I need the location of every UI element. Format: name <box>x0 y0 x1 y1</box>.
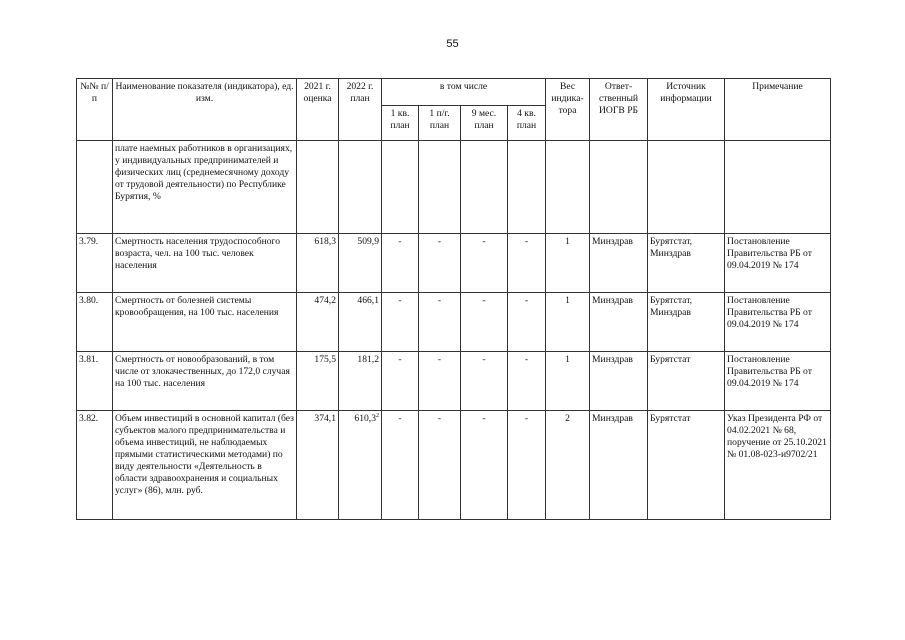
row-source: Бурятстат <box>648 352 725 411</box>
header-note: Примечание <box>725 79 831 141</box>
row-q4: - <box>508 411 546 520</box>
row-responsible: Минздрав <box>590 293 648 352</box>
row-source: Бурятстат, Минздрав <box>648 293 725 352</box>
header-responsible: Ответ-ственный ИОГВ РБ <box>590 79 648 141</box>
table-row <box>77 234 831 293</box>
row-num: 3.80. <box>77 293 113 352</box>
row-h1: - <box>419 411 461 520</box>
row-q1: - <box>382 352 419 411</box>
row-2021: 474,2 <box>297 293 339 352</box>
header-weight: Вес индика-тора <box>546 79 590 141</box>
row-2021: 374,1 <box>297 411 339 520</box>
row-weight: 1 <box>546 234 590 293</box>
row-q1: - <box>382 411 419 520</box>
row-h1: - <box>419 352 461 411</box>
header-2022: 2022 г. план <box>339 79 382 141</box>
header-including: в том числе <box>382 79 546 106</box>
row-q4: - <box>508 293 546 352</box>
row-9m: - <box>461 234 508 293</box>
row-note: Постановление Правительства РБ от 09.04.2019 № 174 <box>725 293 831 352</box>
table-row <box>77 411 831 520</box>
row-2022: 509,9 <box>339 234 382 293</box>
row-source: Бурятстат, Минздрав <box>648 234 725 293</box>
table-header-row <box>77 79 831 106</box>
row-2022: 610,3$^2$ <box>339 411 382 520</box>
row-9m: - <box>461 411 508 520</box>
row-num: 3.79. <box>77 234 113 293</box>
table-row <box>77 293 831 352</box>
row-2022: 181,2 <box>339 352 382 411</box>
continuation-text: плате наемных работников в организациях, у индивидуальных предпринимателей и физических лиц (среднемесячному доходу от трудовой деятельности) по Республике Бурятия, % <box>113 141 297 234</box>
row-2021: 618,3 <box>297 234 339 293</box>
row-name: Смертность населения трудоспособного возраста, чел. на 100 тыс. человек населения <box>113 234 297 293</box>
row-name: Смертность от новообразований, в том числе от злокачественных, до 172,0 случая на 100 тыс. населения <box>113 352 297 411</box>
row-responsible: Минздрав <box>590 234 648 293</box>
table-row-continuation <box>77 141 831 234</box>
row-q4: - <box>508 234 546 293</box>
row-note: Постановление Правительства РБ от 09.04.2019 № 174 <box>725 234 831 293</box>
row-h1: - <box>419 293 461 352</box>
header-9m: 9 мес. план <box>461 106 508 141</box>
row-responsible: Минздрав <box>590 411 648 520</box>
table-row <box>77 352 831 411</box>
row-name: Смертность от болезней системы кровообращения, на 100 тыс. населения <box>113 293 297 352</box>
row-2022: 466,1 <box>339 293 382 352</box>
row-note: Указ Президента РФ от 04.02.2021 № 68, поручение от 25.10.2021 № 01.08-023-и9702/21 <box>725 411 831 520</box>
row-9m: - <box>461 352 508 411</box>
header-num: №№ п/п <box>77 79 113 141</box>
row-note: Постановление Правительства РБ от 09.04.2019 № 174 <box>725 352 831 411</box>
header-h1: 1 п/г. план <box>419 106 461 141</box>
row-weight: 1 <box>546 293 590 352</box>
row-source: Бурятстат <box>648 411 725 520</box>
row-weight: 2 <box>546 411 590 520</box>
row-num: 3.81. <box>77 352 113 411</box>
row-9m: - <box>461 293 508 352</box>
row-2021: 175,5 <box>297 352 339 411</box>
page-number: 55 <box>446 38 459 50</box>
header-name: Наименование показателя (индикатора), ед. изм. <box>113 79 297 141</box>
row-q4: - <box>508 352 546 411</box>
indicators-table <box>76 78 831 520</box>
row-name: Объем инвестиций в основной капитал (без субъектов малого предпринимательства и объема инвестиций, не наблюдаемых прямыми статистическими методами) по виду деятельности «Деятельность в области здравоохранения и социальных услуг» (86), млн. руб. <box>113 411 297 520</box>
header-q4: 4 кв. план <box>508 106 546 141</box>
header-2021: 2021 г. оценка <box>297 79 339 141</box>
row-q1: - <box>382 234 419 293</box>
header-source: Источник информации <box>648 79 725 141</box>
row-q1: - <box>382 293 419 352</box>
row-responsible: Минздрав <box>590 352 648 411</box>
row-num: 3.82. <box>77 411 113 520</box>
row-h1: - <box>419 234 461 293</box>
header-q1: 1 кв. план <box>382 106 419 141</box>
row-weight: 1 <box>546 352 590 411</box>
